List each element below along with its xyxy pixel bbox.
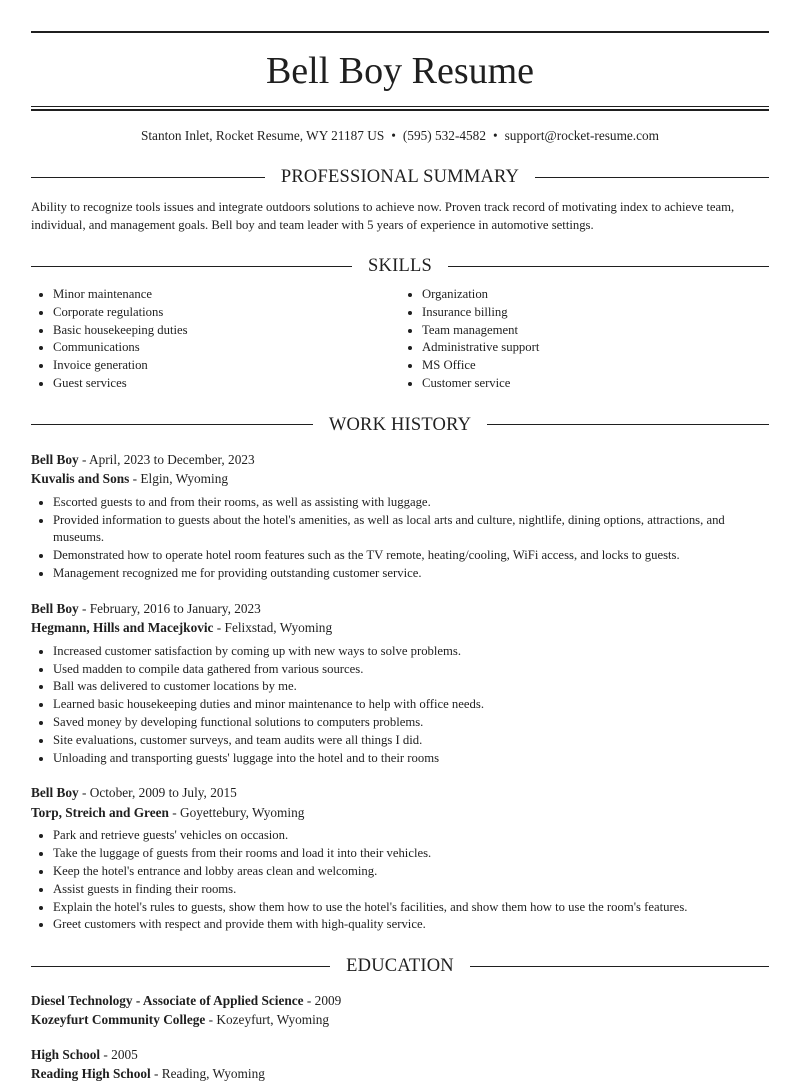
resume-page — [31, 31, 769, 1083]
degree-name: Diesel Technology - Associate of Applied Science — [31, 993, 304, 1009]
job-bullet: • Escorted guests to and from their rooms, as well as assisting with luggage. — [53, 494, 769, 512]
job-bullets — [31, 827, 769, 934]
job-title: Bell Boy — [31, 785, 79, 801]
skills-column-right — [400, 286, 769, 393]
job-bullet: • Explain the hotel's rules to guests, show them how to use the hotel's facilities, and show them how to use the room's features. — [53, 899, 769, 917]
summary-text: Ability to recognize tools issues and integrate outdoors solutions to achieve now. Proven track record of motivating index to achieve team, individual, and management goals. Bell boy and team leader with 5 years of experience in automotive settings. — [31, 200, 735, 232]
job-dates: - April, 2023 to December, 2023 — [78, 451, 255, 467]
company-name: Kuvalis and Sons — [31, 471, 130, 487]
divider — [31, 266, 352, 267]
job-bullets — [31, 494, 769, 583]
school-name: Reading High School — [31, 1066, 151, 1082]
skill-item: • Administrative support — [422, 339, 769, 357]
job-bullet: • Park and retrieve guests' vehicles on occasion. — [53, 827, 769, 845]
job-bullet: • Provided information to guests about the hotel's amenities, as well as local arts and culture, nightlife, dining options, attractions, and museums. — [53, 512, 769, 548]
job-entry — [31, 783, 769, 934]
job-bullet: • Increased customer satisfaction by coming up with new ways to solve problems. — [53, 643, 769, 661]
job-location: - Goyettebury, Wyoming — [168, 804, 305, 820]
section-title: EDUCATION — [346, 956, 454, 977]
contact-line — [31, 127, 769, 145]
skill-item: • Team management — [422, 322, 769, 340]
school-name: Kozeyfurt Community College — [31, 1012, 206, 1028]
degree-name: High School — [31, 1047, 101, 1063]
skill-item: • Guest services — [53, 375, 400, 393]
job-title: Bell Boy — [31, 600, 79, 616]
section-heading-skills — [31, 255, 769, 277]
skill-item: • Insurance billing — [422, 304, 769, 322]
section-heading-summary — [31, 166, 769, 188]
job-location: - Felixstad, Wyoming — [213, 620, 333, 636]
job-bullet: • Ball was delivered to customer locations by me. — [53, 678, 769, 696]
company-name: Hegmann, Hills and Macejkovic — [31, 620, 214, 636]
divider — [31, 177, 265, 178]
school-location: - Kozeyfurt, Wyoming — [205, 1012, 330, 1028]
job-bullet: • Saved money by developing functional solutions to computers problems. — [53, 714, 769, 732]
job-bullet: • Management recognized me for providing outstanding customer service. — [53, 565, 769, 583]
skill-item: • Customer service — [422, 375, 769, 393]
job-bullet: • Demonstrated how to operate hotel room features such as the TV remote, heating/cooling, WiFi access, and locks to guests. — [53, 547, 769, 565]
section-title: SKILLS — [368, 256, 432, 276]
job-entry — [31, 450, 769, 583]
skill-item: • Basic housekeeping duties — [53, 322, 400, 340]
job-entry — [31, 599, 769, 768]
job-bullet: • Site evaluations, customer surveys, and team audits were all things I did. — [53, 732, 769, 750]
contact-phone: (595) 532-4582 — [402, 128, 486, 143]
job-bullet: • Used madden to compile data gathered from various sources. — [53, 661, 769, 679]
skill-item: • Minor maintenance — [53, 286, 400, 304]
school-location: - Reading, Wyoming — [150, 1066, 265, 1082]
job-bullet: • Keep the hotel's entrance and lobby areas clean and welcoming. — [53, 863, 769, 881]
education-entry — [31, 1045, 769, 1083]
divider — [448, 266, 769, 267]
divider — [487, 424, 769, 425]
job-bullet: • Unloading and transporting guests' luggage into the hotel and to their rooms — [53, 750, 769, 768]
degree-year: - 2009 — [303, 993, 342, 1009]
job-bullets — [31, 643, 769, 768]
divider — [31, 966, 330, 967]
resume-title: Bell Boy Resume — [265, 50, 535, 92]
contact-address: Stanton Inlet, Rocket Resume, WY 21187 US — [140, 128, 385, 143]
contact-email: support@rocket-resume.com — [504, 128, 660, 143]
skill-item: • Invoice generation — [53, 357, 400, 375]
job-bullet: • Greet customers with respect and provide them with high-quality service. — [53, 916, 769, 934]
section-title: PROFESSIONAL SUMMARY — [280, 167, 520, 187]
contact-separator: • — [391, 128, 396, 143]
divider — [470, 966, 769, 967]
job-dates: - February, 2016 to January, 2023 — [78, 600, 261, 616]
skill-item: • MS Office — [422, 357, 769, 375]
job-bullet: • Learned basic housekeeping duties and minor maintenance to help with office needs. — [53, 696, 769, 714]
job-bullet: • Take the luggage of guests from their rooms and load it into their vehicles. — [53, 845, 769, 863]
title-double-rule — [31, 106, 769, 111]
contact-separator: • — [492, 128, 498, 143]
company-name: Torp, Streich and Green — [31, 804, 169, 820]
skills-column-left — [31, 286, 400, 393]
job-location: - Elgin, Wyoming — [129, 471, 228, 487]
job-dates: - October, 2009 to July, 2015 — [78, 785, 237, 801]
education-entry — [31, 991, 769, 1029]
section-heading-education — [31, 955, 769, 977]
skill-item: • Organization — [422, 286, 769, 304]
job-title: Bell Boy — [31, 451, 79, 467]
skill-item: • Corporate regulations — [53, 304, 400, 322]
skill-item: • Communications — [53, 339, 400, 357]
divider — [31, 424, 313, 425]
section-heading-work — [31, 414, 769, 436]
job-bullet: • Assist guests in finding their rooms. — [53, 881, 769, 899]
divider — [535, 177, 769, 178]
degree-year: - 2005 — [100, 1047, 138, 1063]
skills-list — [31, 286, 769, 393]
top-rule — [31, 31, 769, 33]
section-title: WORK HISTORY — [328, 414, 472, 435]
